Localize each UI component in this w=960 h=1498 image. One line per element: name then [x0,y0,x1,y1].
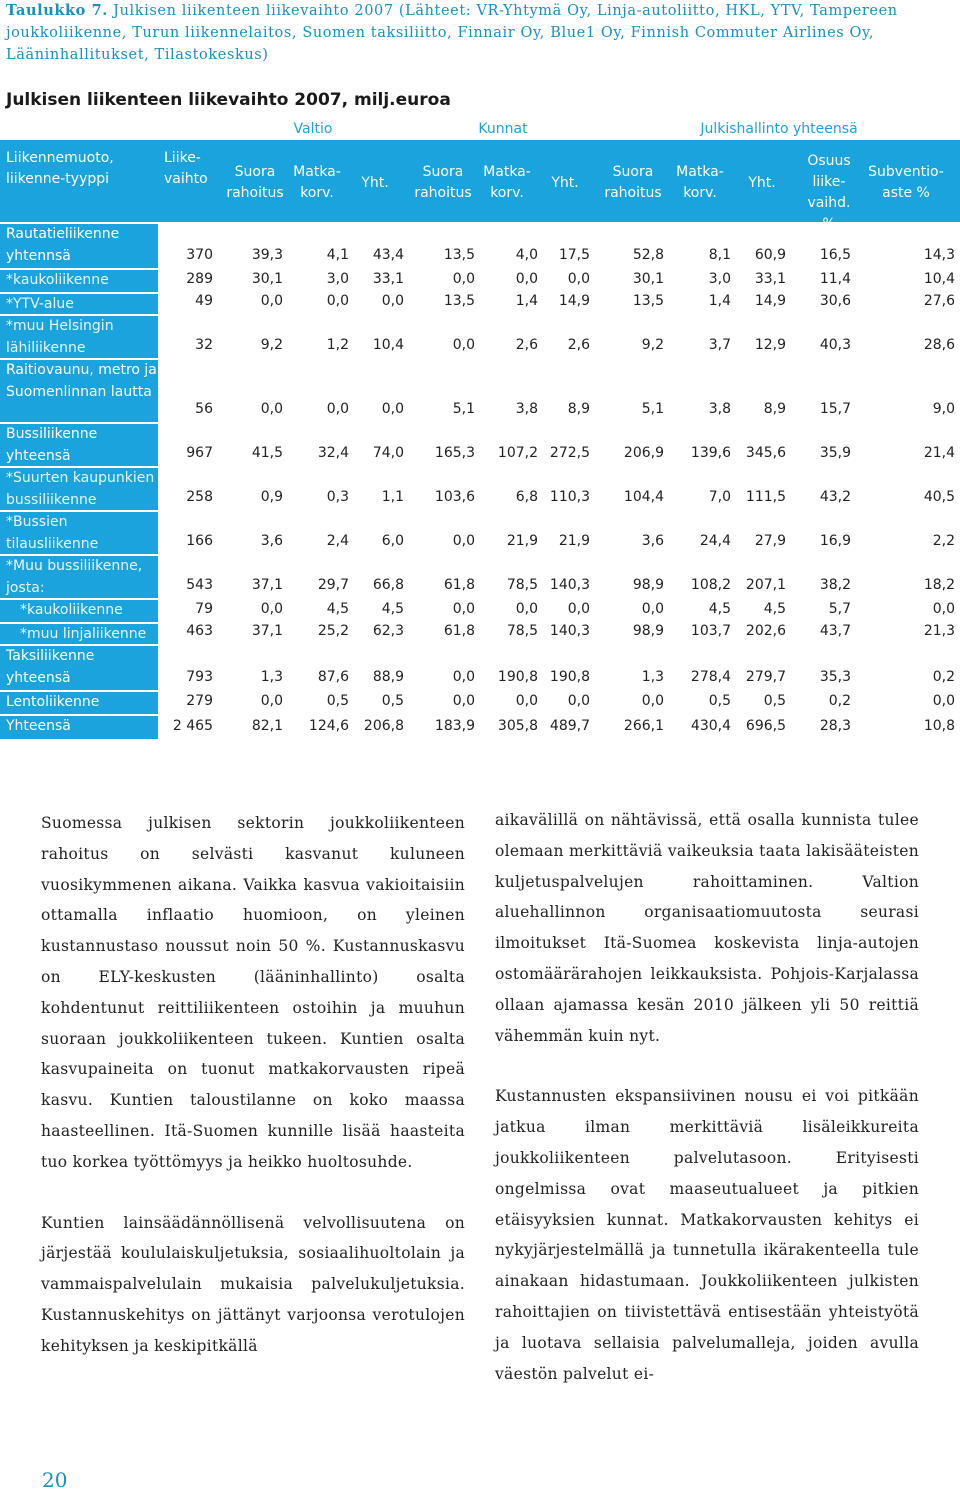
table-cell: 82,1 [251,718,283,734]
table-cell: 40,5 [923,489,955,505]
table-cell: 38,2 [819,577,851,593]
table-cell: 489,7 [549,718,590,734]
table-cell: 32,4 [317,445,349,461]
table-cell: 9,2 [641,337,664,353]
header-kunnat-yht: Yht. [551,175,579,191]
table-cell: 1,2 [326,337,349,353]
table-cell: 0,5 [326,693,349,709]
table-caption [6,0,956,66]
table-cell: 62,3 [372,623,404,639]
table-cell: 190,8 [497,669,538,685]
table-cell: 14,9 [558,293,590,309]
table-cell: 2 465 [172,718,213,734]
row-label: Bussiliikenne yhteensä [0,424,158,466]
header-julk-yht: Yht. [748,175,776,191]
header-subventio: Subventio- aste % [868,164,944,201]
table-cell: 0,0 [567,601,590,617]
row-label: *muu Helsingin lähiliikenne [0,316,158,358]
table-cell: 3,6 [641,533,664,549]
table-cell: 29,7 [317,577,349,593]
table-cell: 3,8 [515,401,538,417]
table-cell: 74,0 [372,445,404,461]
table-cell: 289 [186,271,213,287]
table-cell: 207,1 [745,577,786,593]
table-cell: 793 [186,669,213,685]
table-cell: 5,7 [828,601,851,617]
table-cell: 0,0 [260,293,283,309]
table-cell: 11,4 [819,271,851,287]
table-cell: 0,5 [763,693,786,709]
table-cell: 37,1 [251,623,283,639]
row-label: *kaukoliikenne [0,600,158,622]
left-paragraph-2: Kuntien lainsäädännöllisenä velvollisuutena on järjestää koululaiskuljetuksia, sosiaalihuoltolain ja vammaispalvelulain mukaisia palvelukuljetuksia. Kustannuskehitys on jättänyt varjoonsa verotulojen kehityksen ja keskipitkällä [41,1213,465,1355]
table-cell: 543 [186,577,213,593]
table-cell: 430,4 [690,718,731,734]
caption-label: Taulukko 7. [6,2,108,19]
table-cell: 190,8 [549,669,590,685]
table-cell: 41,5 [251,445,283,461]
table-cell: 43,4 [372,247,404,263]
table-cell: 13,5 [632,293,664,309]
table-cell: 0,0 [515,601,538,617]
header-kunnat-suora: Suora rahoitus [414,164,472,201]
table-cell: 370 [186,247,213,263]
table-cell: 14,3 [923,247,955,263]
table-cell: 0,0 [260,601,283,617]
table-cell: 3,6 [260,533,283,549]
header-julk-matka: Matka- korv. [676,164,724,201]
table-cell: 43,7 [819,623,851,639]
table-cell: 24,4 [699,533,731,549]
table-cell: 10,8 [923,718,955,734]
table-cell: 6,0 [381,533,404,549]
table-cell: 0,0 [932,601,955,617]
left-column [41,808,465,1392]
group-kunnat: Kunnat [410,117,596,143]
table-cell: 107,2 [497,445,538,461]
table-cell: 78,5 [506,577,538,593]
table-cell: 0,0 [452,693,475,709]
table-cell: 0,0 [381,401,404,417]
table-cell: 139,6 [690,445,731,461]
table-cell: 696,5 [745,718,786,734]
table-cell: 8,9 [763,401,786,417]
right-column [495,805,919,1419]
table-cell: 5,1 [641,401,664,417]
table-cell: 30,1 [632,271,664,287]
row-label: Taksiliikenne yhteensä [0,646,158,690]
header-valtio-suora: Suora rahoitus [226,164,284,201]
header-valtio-yht: Yht. [361,175,389,191]
table-cell: 0,0 [452,601,475,617]
table-cell: 266,1 [623,718,664,734]
caption-text: Julkisen liikenteen liikevaihto 2007 (Lähteet: VR-Yhtymä Oy, Linja-autoliitto, HKL, YTV, Tampereen joukkoliikenne, Turun liikennelaitos, Suomen taksiliitto, Finnair Oy, Blue1 Oy, Finnish Commuter Airlines Oy, Lääninhallitukset, Tilastokeskus) [6,3,898,63]
table-cell: 78,5 [506,623,538,639]
header-kunnat-matka: Matka- korv. [483,164,531,201]
header-liikennemuoto: Liikennemuoto, liikenne-tyyppi [6,150,114,187]
table-cell: 0,0 [326,401,349,417]
table-header [0,140,960,232]
table-cell: 2,6 [567,337,590,353]
table-cell: 0,0 [452,533,475,549]
table-cell: 2,2 [932,533,955,549]
table-cell: 103,7 [690,623,731,639]
group-julkishallinto: Julkishallinto yhteensä [600,117,958,143]
table-cell: 0,5 [708,693,731,709]
table-cell: 0,0 [567,271,590,287]
table-cell: 1,1 [381,489,404,505]
table-cell: 25,2 [317,623,349,639]
table-cell: 61,8 [443,623,475,639]
table-cell: 52,8 [632,247,664,263]
table-cell: 9,2 [260,337,283,353]
row-label: *Muu bussiliikenne, josta: [0,556,158,598]
table-cell: 206,8 [363,718,404,734]
table-cell: 279 [186,693,213,709]
table-cell: 0,0 [326,293,349,309]
table-cell: 5,1 [452,401,475,417]
table-cell: 12,9 [754,337,786,353]
table-cell: 0,0 [515,693,538,709]
row-label: Yhteensä [0,716,158,739]
table-cell: 28,3 [819,718,851,734]
group-valtio: Valtio [220,117,406,143]
row-label: *kaukoliikenne [0,270,158,292]
table-cell: 3,7 [708,337,731,353]
table-cell: 165,3 [434,445,475,461]
table-cell: 272,5 [549,445,590,461]
row-label: *muu linjaliikenne [0,624,158,644]
table-cell: 0,0 [260,693,283,709]
header-liikevaihto: Liike- vaihto [164,150,208,187]
header-julk-suora: Suora rahoitus [604,164,662,201]
table-cell: 0,0 [641,693,664,709]
table-cell: 60,9 [754,247,786,263]
table-cell: 4,0 [515,247,538,263]
table-cell: 8,9 [567,401,590,417]
table-cell: 1,4 [708,293,731,309]
table-cell: 13,5 [443,293,475,309]
table-cell: 4,1 [326,247,349,263]
table-cell: 104,4 [623,489,664,505]
table-cell: 305,8 [497,718,538,734]
table-cell: 2,6 [515,337,538,353]
table-cell: 43,2 [819,489,851,505]
table-cell: 98,9 [632,623,664,639]
table-cell: 61,8 [443,577,475,593]
table-cell: 49 [195,293,213,309]
row-label: Raitiovaunu, metro ja Suomenlinnan lautta [0,360,158,422]
row-label: *Suurten kaupunkien bussiliikenne [0,468,158,510]
table-cell: 39,3 [251,247,283,263]
table-cell: 30,1 [251,271,283,287]
table-cell: 140,3 [549,577,590,593]
table-cell: 0,0 [515,271,538,287]
right-paragraph-1: aikavälillä on nähtävissä, että osalla kunnista tulee olemaan merkittäviä vaikeuksia taata lakisääteisten kuljetuspalvelujen rahoittaminen. Valtion aluehallinnon organisaatiomuutosta seurasi ilmoitukset Itä-Suomea koskevista linja-autojen ostomäärärahojen leikkauksista. Pohjois-Karjalassa ollaan ajamassa kesän 2010 jälkeen yli 50 reittiä vähemmän kuin nyt. [495,811,919,1045]
table-cell: 0,9 [260,489,283,505]
table-cell: 79 [195,601,213,617]
table-cell: 4,5 [381,601,404,617]
table-cell: 108,2 [690,577,731,593]
table-cell: 9,0 [932,401,955,417]
table-cell: 967 [186,445,213,461]
table-cell: 27,6 [923,293,955,309]
table-cell: 0,0 [381,293,404,309]
table-cell: 30,6 [819,293,851,309]
table-cell: 33,1 [754,271,786,287]
header-valtio-matka: Matka- korv. [293,164,341,201]
table-cell: 35,9 [819,445,851,461]
table-cell: 0,0 [452,337,475,353]
row-label: Rautatieliikenne yhtennsä [0,224,158,268]
table-cell: 1,3 [260,669,283,685]
table-cell: 16,5 [819,247,851,263]
table-title: Julkisen liikenteen liikevaihto 2007, milj.euroa [6,90,451,110]
table-cell: 0,0 [452,669,475,685]
table-cell: 21,3 [923,623,955,639]
table-cell: 1,4 [515,293,538,309]
table-cell: 110,3 [549,489,590,505]
table-cell: 3,8 [708,401,731,417]
table-cell: 0,3 [326,489,349,505]
table-cell: 202,6 [745,623,786,639]
table-cell: 17,5 [558,247,590,263]
table-cell: 21,9 [558,533,590,549]
table-cell: 4,5 [326,601,349,617]
table-cell: 140,3 [549,623,590,639]
right-paragraph-2: Kustannusten ekspansiivinen nousu ei voi pitkään jatkua ilman merkittäviä lisäleikkureita joukkoliikenteen palvelutasoon. Erityisesti ongelmissa ovat maaseutualueet ja pitkien etäisyyksien kunnat. Matkakorvausten kehitys ei nykyjärjestelmällä ja tunnetulla ikärakenteella tule ainakaan hidastumaan. Joukkoliikenteen julkisten rahoittajien on tiivistettävä entisestään yhteistyötä ja luotava sellaisia palvelumalleja, joiden avulla väestön palvelut ei- [495,1087,919,1383]
table-cell: 0,0 [641,601,664,617]
table-cell: 40,3 [819,337,851,353]
table-cell: 33,1 [372,271,404,287]
table-cell: 278,4 [690,669,731,685]
row-label: Lentoliikenne [0,692,158,714]
table-cell: 0,0 [567,693,590,709]
table-cell: 3,0 [708,271,731,287]
table-cell: 463 [186,623,213,639]
table-cell: 87,6 [317,669,349,685]
table-cell: 21,4 [923,445,955,461]
table-cell: 183,9 [434,718,475,734]
table-cell: 111,5 [745,489,786,505]
table-cell: 4,5 [708,601,731,617]
table-cell: 37,1 [251,577,283,593]
table-cell: 28,6 [923,337,955,353]
page-number: 20 [42,1468,68,1492]
table-cell: 14,9 [754,293,786,309]
table-cell: 0,0 [260,401,283,417]
table-cell: 0,0 [452,271,475,287]
table-cell: 258 [186,489,213,505]
table-cell: 4,5 [763,601,786,617]
header-osuus: Osuus liike- vaihd. % [807,153,851,232]
table-cell: 16,9 [819,533,851,549]
table-cell: 98,9 [632,577,664,593]
table-cell: 0,2 [932,669,955,685]
table-cell: 32 [195,337,213,353]
table-cell: 279,7 [745,669,786,685]
table-cell: 0,5 [381,693,404,709]
row-label: *Bussien tilausliikenne [0,512,158,554]
table-cell: 3,0 [326,271,349,287]
table-cell: 124,6 [308,718,349,734]
table-cell: 2,4 [326,533,349,549]
table-cell: 7,0 [708,489,731,505]
table-cell: 206,9 [623,445,664,461]
table-cell: 66,8 [372,577,404,593]
table-cell: 15,7 [819,401,851,417]
table-cell: 8,1 [708,247,731,263]
table-cell: 18,2 [923,577,955,593]
table-cell: 6,8 [515,489,538,505]
table-cell: 166 [186,533,213,549]
table-cell: 10,4 [923,271,955,287]
table-cell: 103,6 [434,489,475,505]
table-cell: 21,9 [506,533,538,549]
left-paragraph-1: Suomessa julkisen sektorin joukkoliikenteen rahoitus on selvästi kasvanut kuluneen vuosikymmenen aikana. Vaikka kasvua vakioitaisiin ottamalla inflaatio huomioon, on yleinen kustannustaso noussut noin 50 %. Kustannuskasvu on ELY-keskusten (lääninhallinto) osalta kohdentunut reittiliikenteen ostoihin ja muuhun suoraan joukkoliikenteen tukeen. Kuntien osalta kasvupaineita on tuonut matkakorvausten ripeä kasvu. Kuntien taloustilanne on koko maassa haasteellinen. Itä-Suomen kunnille lisää haasteita tuo korkea työttömyys ja heikko huoltosuhde. [41,814,465,1171]
table-cell: 35,3 [819,669,851,685]
table-cell: 56 [195,401,213,417]
table-cell: 88,9 [372,669,404,685]
table-cell: 1,3 [641,669,664,685]
table-cell: 0,2 [828,693,851,709]
table-cell: 0,0 [932,693,955,709]
table-cell: 10,4 [372,337,404,353]
table-cell: 13,5 [443,247,475,263]
table-cell: 345,6 [745,445,786,461]
table-cell: 27,9 [754,533,786,549]
row-label: *YTV-alue [0,294,158,314]
